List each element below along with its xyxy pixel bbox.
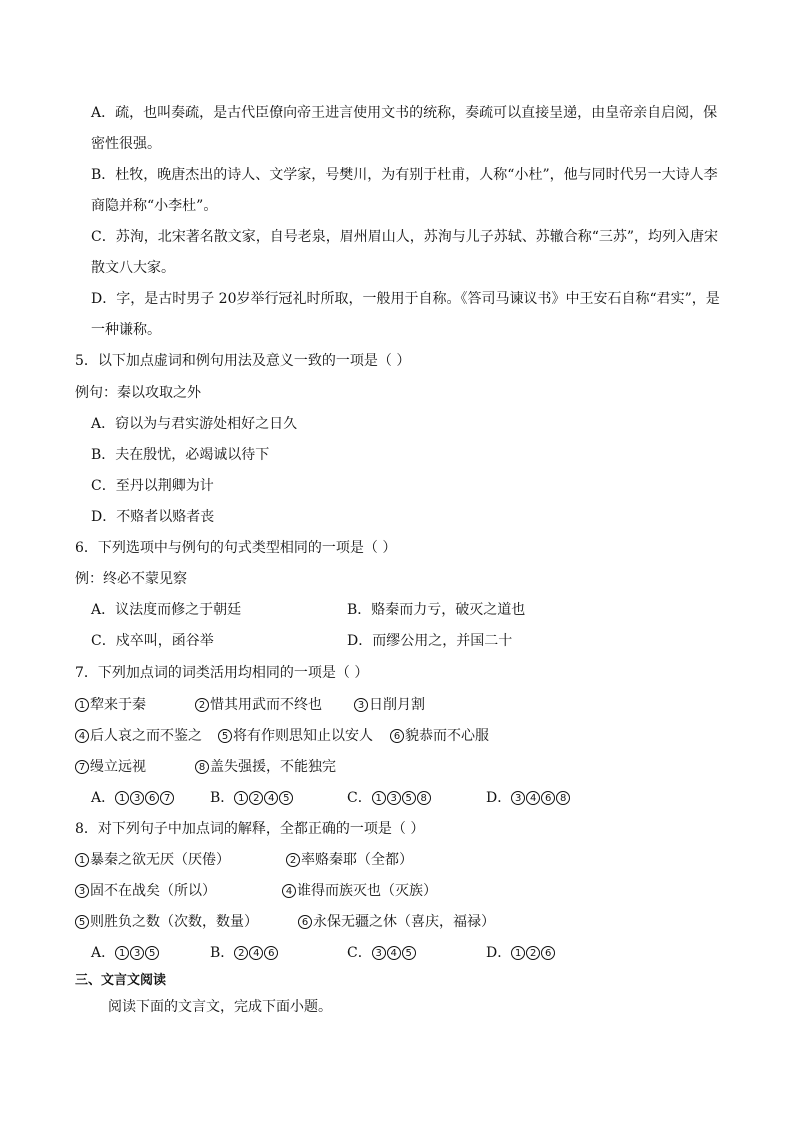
circled-2: 2 xyxy=(195,698,209,712)
q7-item-5: 5 将有作则思知止以安人 xyxy=(218,726,373,746)
q7-item-4: 4 后人哀之而不鉴之 xyxy=(75,726,202,746)
q7-item-8: 8 盖失强援，不能独完 xyxy=(195,757,336,777)
q4-option-b-line1: B．杜牧，晚唐杰出的诗人、文学家，号樊川，为有别于杜甫，人称“小杜”，他与同时代另一大诗人李 xyxy=(91,167,718,183)
q7-stem: 7．下列加点词的词类活用均相同的一项是（ ） xyxy=(75,665,369,681)
q5-option-a: A．窃以为与君实游处相好之日久 xyxy=(91,416,298,432)
q6-stem: 6．下列选项中与例句的句式类型相同的一项是（ ） xyxy=(75,540,397,556)
q8-item-6: 6 永保无疆之休（喜庆，福禄） xyxy=(298,912,495,932)
q8-answer-a: A． 1 3 5 xyxy=(91,943,160,963)
q5-option-d: D．不赂者以赂者丧 xyxy=(91,509,215,525)
q7-answer-c: C． 1 3 5 8 xyxy=(347,788,432,808)
q4-option-b-line2: 商隐并称“小李杜”。 xyxy=(91,198,218,214)
q4-option-d-line2: 一种谦称。 xyxy=(91,322,161,338)
q7-item-7: 7 缦立远视 xyxy=(75,757,146,777)
q6-example: 例：终必不蒙见察 xyxy=(75,571,187,587)
q6-option-d: D．而缪公用之，并国二十 xyxy=(347,633,513,649)
circled-7: 7 xyxy=(75,760,89,774)
q4-option-c-line1: C．苏洵，北宋著名散文家，自号老泉，眉州眉山人，苏洵与儿子苏轼、苏辙合称“三苏”，均列入唐宋 xyxy=(91,229,719,245)
circled-5: 5 xyxy=(218,729,232,743)
q5-option-c: C．至丹以荆卿为计 xyxy=(91,478,214,494)
q4-option-d-line1: D．字，是古时男子 20岁举行冠礼时所取，一般用于自称。《答司马谏议书》中王安石自称“君实”，是 xyxy=(91,291,720,307)
q6-option-a: A．议法度而修之于朝廷 xyxy=(91,602,242,618)
circled-8: 8 xyxy=(195,760,209,774)
q7-answer-a: A． 1 3 6 7 xyxy=(91,788,175,808)
circled-3: 3 xyxy=(354,698,368,712)
q5-option-b: B．夫在殷忧，必竭诚以待下 xyxy=(91,447,270,463)
q8-item-1: 1 暴秦之欲无厌（厌倦） xyxy=(75,850,230,870)
q7-item-1: 1 犂来于秦 xyxy=(75,695,146,715)
q8-item-4: 4 谁得而族灭也（灭族） xyxy=(282,881,437,901)
q5-example: 例句：秦以攻取之外 xyxy=(75,385,201,401)
circled-6: 6 xyxy=(390,729,404,743)
circled-1: 1 xyxy=(75,698,89,712)
q8-item-2: 2 率赂秦耶（全都） xyxy=(286,850,413,870)
q8-item-3: 3 固不在战矣（所以） xyxy=(75,881,216,901)
section3-instruction: 阅读下面的文言文，完成下面小题。 xyxy=(108,999,332,1015)
q6-option-b: B．赂秦而力亏，破灭之道也 xyxy=(347,602,526,618)
q8-stem: 8．对下列句子中加点词的解释，全都正确的一项是（ ） xyxy=(75,821,425,837)
q7-item-2: 2 惜其用武而不终也 xyxy=(195,695,322,715)
q4-option-c-line2: 散文八大家。 xyxy=(91,260,175,276)
q4-option-a-line1: A．疏，也叫奏疏，是古代臣僚向帝王进言使用文书的统称，奏疏可以直接呈递，由皇帝亲自启阅，保 xyxy=(91,105,718,121)
q8-answer-c: C． 3 4 5 xyxy=(347,943,417,963)
q7-answer-d: D． 3 4 6 8 xyxy=(486,788,571,808)
q5-stem: 5．以下加点虚词和例句用法及意义一致的一项是（ ） xyxy=(75,353,411,369)
q4-option-a-line2: 密性很强。 xyxy=(91,136,161,152)
q7-answer-b: B． 1 2 4 5 xyxy=(210,788,294,808)
section3-heading: 三、文言文阅读 xyxy=(75,973,167,988)
q8-answer-b: B． 2 4 6 xyxy=(210,943,279,963)
circled-4: 4 xyxy=(75,729,89,743)
q6-option-c: C．戍卒叫，函谷举 xyxy=(91,633,214,649)
q8-answer-d: D． 1 2 6 xyxy=(486,943,556,963)
q7-item-6: 6 貌恭而不心服 xyxy=(390,726,489,746)
q8-item-5: 5 则胜负之数（次数，数量） xyxy=(75,912,258,932)
q7-item-3: 3 日削月割 xyxy=(354,695,425,715)
